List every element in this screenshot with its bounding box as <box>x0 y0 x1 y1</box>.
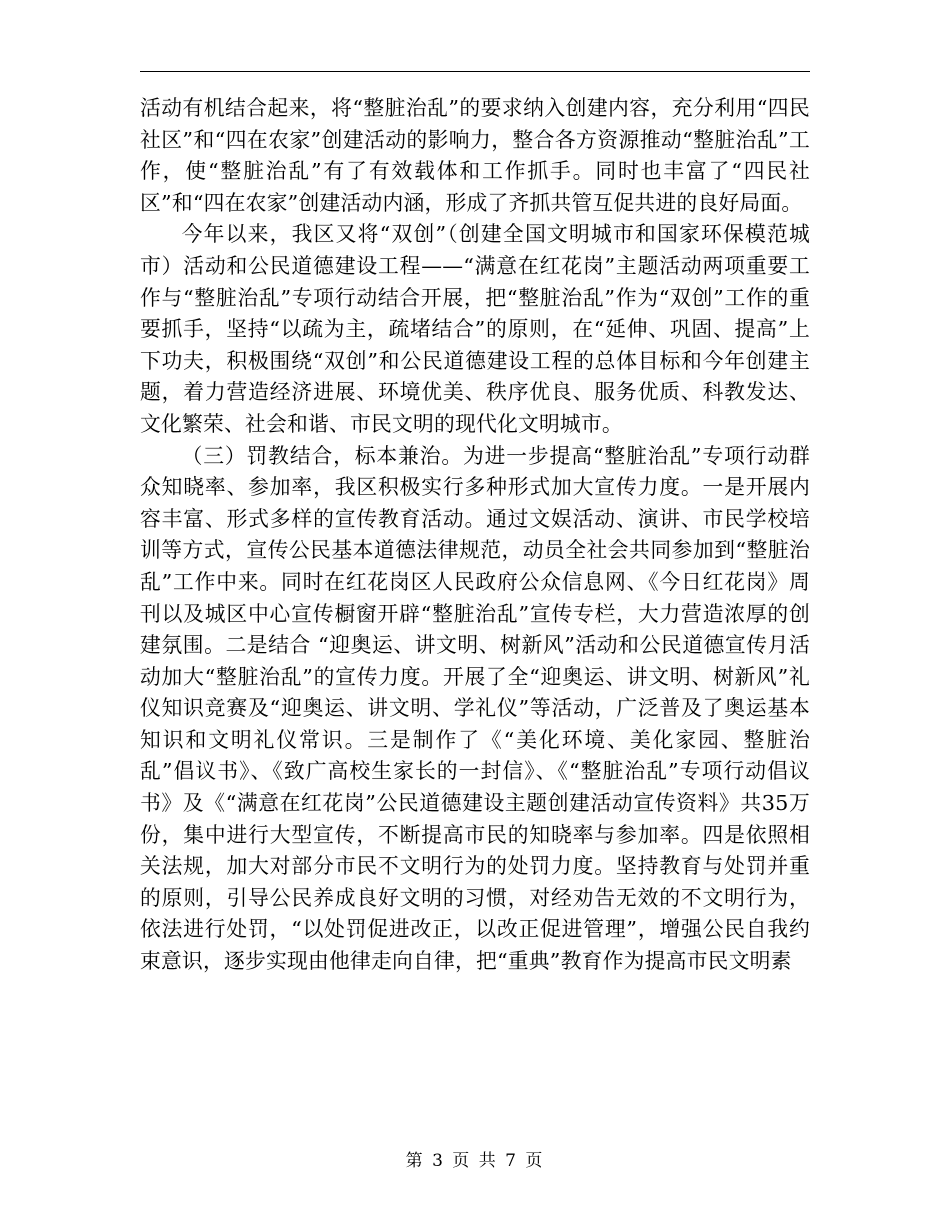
document-body <box>140 93 810 978</box>
page-number-footer: 第 3 页 共 7 页 <box>405 1151 545 1171</box>
header-rule <box>140 71 810 72</box>
paragraph-continuation: 活动有机结合起来，将“整脏治乱”的要求纳入创建内容，充分利用“四民社区”和“四在农家”创建活动的影响力，整合各方资源推动“整脏治乱”工作，使“整脏治乱”有了有效载体和工作抓手。同时也丰富了“四民社区”和“四在农家”创建活动内涵，形成了齐抓共管互促共进的良好局面。 <box>140 96 810 215</box>
paragraph-section-three: （三）罚教结合，标本兼治。为进一步提高“整脏治乱”专项行动群众知晓率、参加率，我区积极实行多种形式加大宣传力度。一是开展内容丰富、形式多样的宣传教育活动。通过文娱活动、演讲、市民学校培训等方式，宣传公民基本道德法律规范，动员全社会共同参加到“整脏治乱”工作中来。同时在红花岗区人民政府公众信息网、《今日红花岗》周刊以及城区中心宣传橱窗开辟“整脏治乱”宣传专栏，大力营造浓厚的创建氛围。二是结合 “迎奥运、讲文明、树新风”活动和公民道德宣传月活动加大“整脏治乱”的宣传力度。开展了全“迎奥运、讲文明、树新风”礼仪知识竞赛及“迎奥运、讲文明、学礼仪”等活动，广泛普及了奥运基本知识和文明礼仪常识。三是制作了《“美化环境、美化家园、整脏治乱”倡议书》、《致广高校生家长的一封信》、《“整脏治乱”专项行动倡议书》及《“满意在红花岗”公民道德建设主题创建活动宣传资料》共35万份，集中进行大型宣传，不断提高市民的知晓率与参加率。四是依照相关法规，加大对部分市民不文明行为的处罚力度。坚持教育与处罚并重的原则，引导公民养成良好文明的习惯，对经劝告无效的不文明行为，依法进行处罚，“以处罚促进改正，以改正促进管理”，增强公民自我约束意识，逐步实现由他律走向自律，把“重典”教育作为提高市民文明素 <box>140 443 810 974</box>
paragraph-shuangchuang: 今年以来，我区又将“双创”（创建全国文明城市和国家环保模范城市）活动和公民道德建设工程——“满意在红花岗”主题活动两项重要工作与“整脏治乱”专项行动结合开展，把“整脏治乱”作为“双创”工作的重要抓手，坚持“以疏为主，疏堵结合”的原则，在“延伸、巩固、提高”上下功夫，积极围绕“双创”和公民道德建设工程的总体目标和今年创建主题，着力营造经济进展、环境优美、秩序优良、服务优质、科教发达、文化繁荣、社会和谐、市民文明的现代化文明城市。 <box>140 222 810 436</box>
